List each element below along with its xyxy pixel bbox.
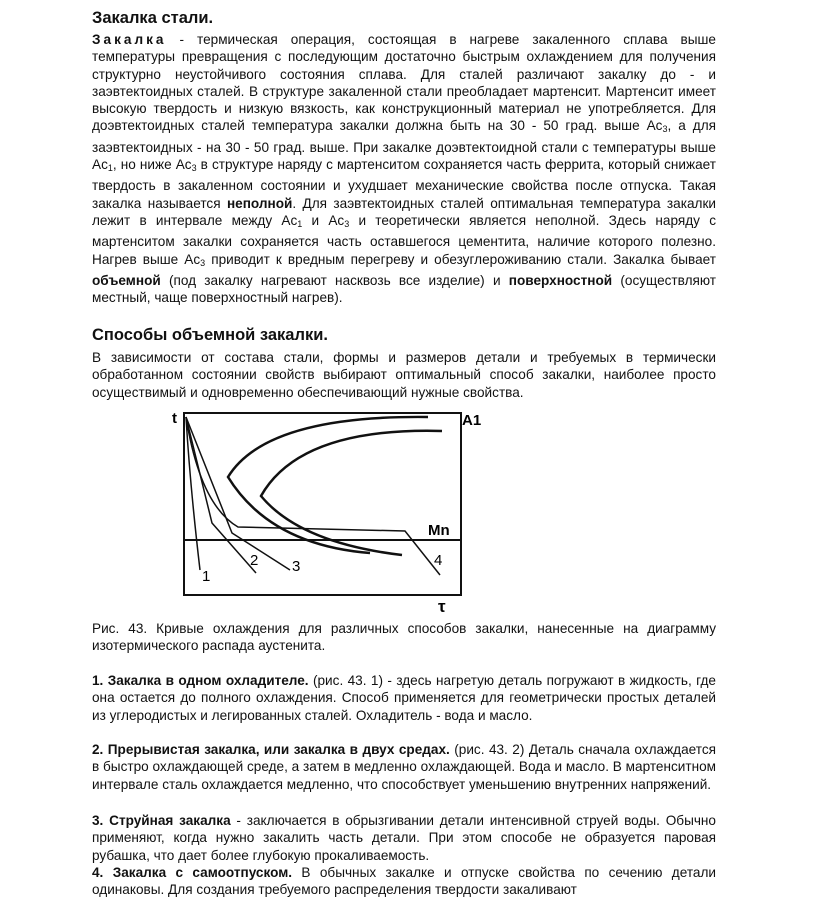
methods-intro-paragraph: В зависимости от состава стали, формы и размеров детали и требуемых в термически обработанном состоянии свойств выбирают оптимальный способ закалки, наиболее просто осуществимый и одновременно обеспечивающий нужные свойства. — [92, 350, 716, 400]
method-3-paragraph: 3. Струйная закалка - заключается в обрызгивании детали интенсивной струей воды. Обычно применяют, когда нужно закалить часть детали. При этом способе не образуется паровая рубашка, что дает более глубокую прокаливаемость. — [92, 813, 716, 863]
term-incomplete: неполной — [226, 195, 293, 211]
term-volume: объемной — [92, 272, 161, 288]
method-2-heading: 2. Прерывистая закалка, или закалка в двух средах. — [92, 742, 450, 757]
hardening-definition-paragraph: Закалка - термическая операция, состоящая в нагреве закаленного сплава выше температуры превращения с последующим достаточно быстрым охлаждением для получения структурно неустойчивого состояния сплава. Для сталей различают закалку до - и заэвтектоидных сталей. В структуре закаленной стали преобладает мартенсит. Мартенсит имеет высокую твердость и низкую вязкость, как конструкционный материал не употребляется. Для доэвтектоидных сталей температура закалки должна быть на 30 - 50 град. выше $Ас_3$, а для заэвтектоидных - на 30 - 50 град. выше. При закалке доэвтектоидной стали с температуры выше $Ас_1$, но ниже $Ас_3$ в структуре наряду с мартенситом сохраняется часть феррита, который снижает твердость в закаленном состоянии и ухудшает механические свойства после отпуска. Такая закалка называется неполной. Для заэвтектоидных сталей оптимальная температура закалки лежит в интервале между $Ас_1$ и $Ас_3$ и теоретически является неполной. Здесь наряду с мартенситом закалки сохраняется часть оставшегося цементита, наличие которого полезно. Нагрев выше $Ас_3$ приводит к вредным перегреву и обезуглероживанию стали. Закалка бывает объемной (под закалку нагревают насквозь все изделие) и поверхностной (осуществляют местный, чаще поверхностный нагрев). — [92, 32, 717, 306]
curve-label-2: 2 — [250, 552, 259, 569]
cooling-curves-diagram — [170, 405, 500, 615]
method-4-paragraph: 4. Закалка с самоотпуском. В обычных закалке и отпуске свойства по сечению детали одинаковы. Для создания требуемого распределения твердости закаливают — [92, 865, 716, 898]
diagram-frame — [184, 413, 461, 595]
isothermal-end-curve — [261, 431, 442, 555]
axis-label-tau: τ — [438, 597, 446, 615]
figure-caption: Рис. 43. Кривые охлаждения для различных способов закалки, нанесенные на диаграмму изотермического распада аустенита. — [92, 621, 716, 654]
section-title-volume-hardening-methods: Способы объемной закалки. — [92, 326, 328, 344]
method-3-heading: 3. Струйная закалка — [92, 813, 231, 828]
curve-label-3: 3 — [292, 558, 301, 575]
isothermal-start-curve — [228, 417, 428, 553]
axis-label-t: t — [172, 410, 177, 427]
method-4-heading: 4. Закалка с самоотпуском. — [92, 865, 293, 880]
term-hardening: Закалка — [92, 32, 167, 47]
cooling-curve-2 — [186, 417, 259, 573]
line-label-a1: A1 — [462, 412, 482, 429]
cooling-curve-4 — [186, 417, 443, 575]
method-1-paragraph: 1. Закалка в одном охладителе. (рис. 43. 1) - здесь нагретую деталь погружают в жидкость, где она остается до полного охлаждения. Способ применяется для геометрически простых деталей из углеродистых и легированных сталей. Охладитель - вода и масло. — [92, 673, 716, 723]
curve-label-1: 1 — [202, 568, 211, 585]
curve-label-4: 4 — [434, 552, 443, 569]
method-2-paragraph: 2. Прерывистая закалка, или закалка в двух средах. (рис. 43. 2) Деталь сначала охлаждается в быстро охлаждающей среде, а затем в медленно охлаждающей. Вода и масло. В мартенситном интервале сталь охлаждается медленно, что способствует уменьшению внутренних напряжений. — [92, 742, 716, 792]
cooling-curve-1 — [186, 417, 200, 570]
line-label-mn: Mn — [428, 522, 450, 539]
term-surface: поверхностной — [508, 272, 613, 288]
section-title-steel-hardening: Закалка стали. — [92, 9, 214, 27]
method-1-heading: 1. Закалка в одном охладителе. — [92, 673, 309, 688]
